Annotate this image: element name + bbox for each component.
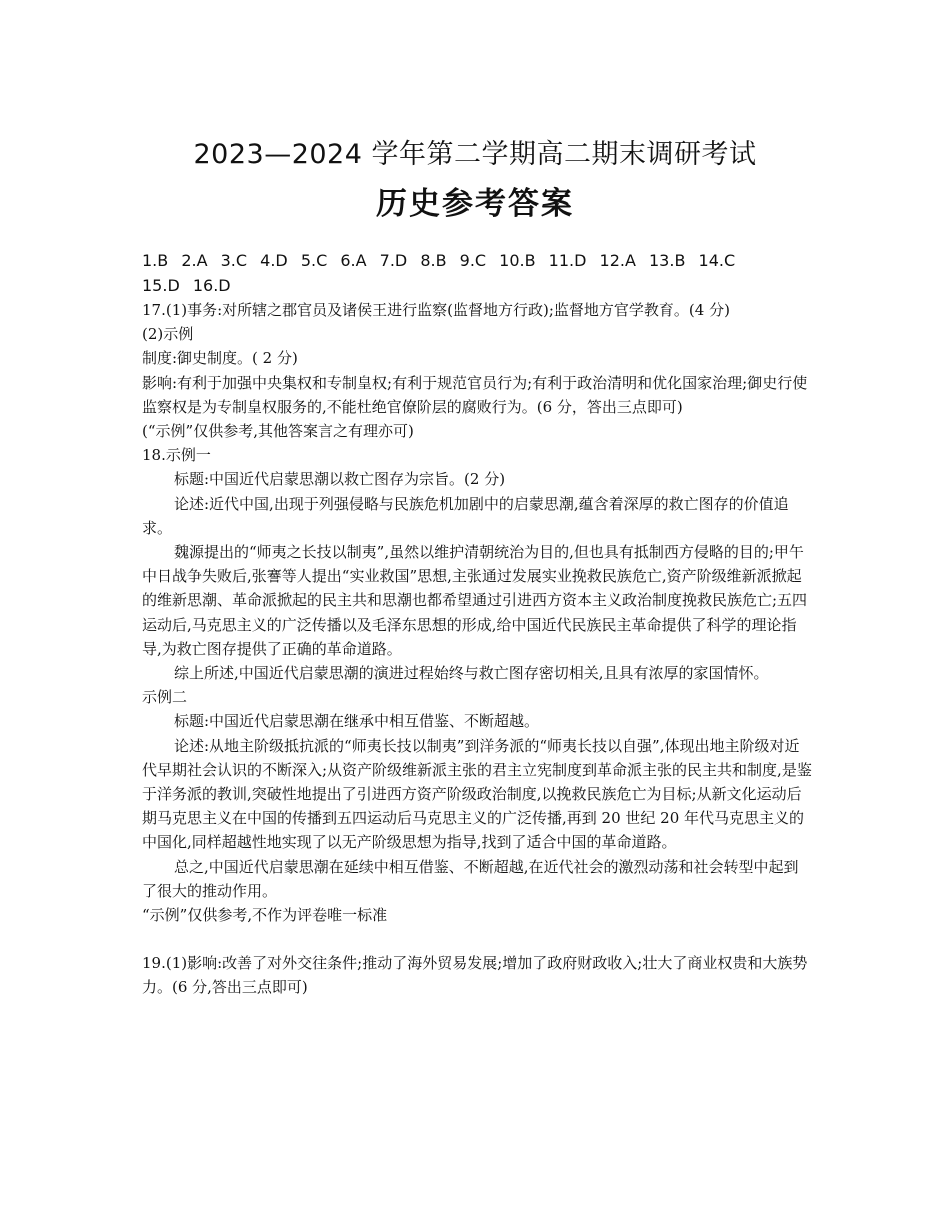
q18-ex1-title: 标题:中国近代启蒙思潮以救亡图存为宗旨。(2 分) <box>174 470 506 489</box>
q18-heading: 18.示例一 <box>142 446 211 465</box>
exam-title: 2023—2024 学年第二学期高二期末调研考试 <box>193 139 757 170</box>
q18-ex2-argument: 论述:从地主阶级抵抗派的“师夷长技以制夷”到洋务派的“师夷长技以自强”,体现出地主阶级对近代早期社会认识的不断深入;从资产阶级维新派主张的君主立宪制度到革命派主张的民主共和制度,是鉴于洋务派的教训,突破性地提出了引进西方资产阶级政治制度,以挽救民族危亡为目标;从新文化运动后期马克思主义在中国的传播到五四运动后马克思主义的广泛传播,再到 20 世纪 20 年代马克思主义的中国化,同样超越性地实现了以无产阶级思想为指导,找到了适合中国的革命道路。 <box>142 736 812 852</box>
q18-ex1-conclusion: 综上所述,中国近代启蒙思潮的演进过程始终与救亡图存密切相关,且具有浓厚的家国情怀。 <box>174 664 769 683</box>
q17-part2-label: (2)示例 <box>142 325 194 344</box>
mcq-answers-row-2: 15.D 16.D <box>142 276 231 295</box>
q17-part1: 17.(1)事务:对所辖之郡官员及诸侯王进行监察(监督地方行政);监督地方官学教育。(4 分) <box>142 301 730 319</box>
answer-key-title: 历史参考答案 <box>376 186 574 222</box>
q18-ex2-title: 标题:中国近代启蒙思潮在继承中相互借鉴、不断超越。 <box>174 712 540 731</box>
q17-note: (“示例”仅供参考,其他答案言之有理亦可) <box>142 422 414 441</box>
q18-ex1-argument: 论述:近代中国,出现于列强侵略与民族危机加剧中的启蒙思潮,蕴含着深厚的救亡图存的价值追求。 <box>142 494 789 537</box>
q18-note: “示例”仅供参考,不作为评卷唯一标准 <box>142 906 388 925</box>
q18-ex1-body: 魏源提出的“师夷之长技以制夷”,虽然以维护清朝统治为目的,但也具有抵制西方侵略的目的;甲午中日战争失败后,张謇等人提出“实业救国”思想,主张通过发展实业挽救民族危亡,资产阶级维新派掀起的维新思潮、革命派掀起的民主共和思潮也都希望通过引进西方资本主义政治制度挽救民族危亡;五四运动后,马克思主义的广泛传播以及毛泽东思想的形成,给中国近代民族民主革命提供了科学的理论指导,为救亡图存提供了正确的革命道路。 <box>142 543 808 658</box>
spacer <box>142 927 812 951</box>
mcq-answers-row-1: 1.B 2.A 3.C 4.D 5.C 6.A 7.D 8.B 9.C 10.B 11.D 12.A 13.B 14.C <box>142 251 736 270</box>
q18-ex2-conclusion: 总之,中国近代启蒙思潮在延续中相互借鉴、不断超越,在近代社会的激烈动荡和社会转型中起到了很大的推动作用。 <box>142 857 799 900</box>
q17-system: 制度:御史制度。( 2 分) <box>142 349 298 368</box>
answer-content <box>142 248 812 1000</box>
q17-impact: 影响:有利于加强中央集权和专制皇权;有利于规范官员行为;有利于政治清明和优化国家治理;御史行使监察权是为专制皇权服务的,不能杜绝官僚阶层的腐败行为。(6 分，答出三点即可) <box>142 373 808 416</box>
q18-ex2-heading: 示例二 <box>142 688 188 707</box>
q19-part1: 19.(1)影响:改善了对外交往条件;推动了海外贸易发展;增加了政府财政收入;壮大了商业权贵和大族势力。(6 分,答出三点即可) <box>142 954 808 997</box>
